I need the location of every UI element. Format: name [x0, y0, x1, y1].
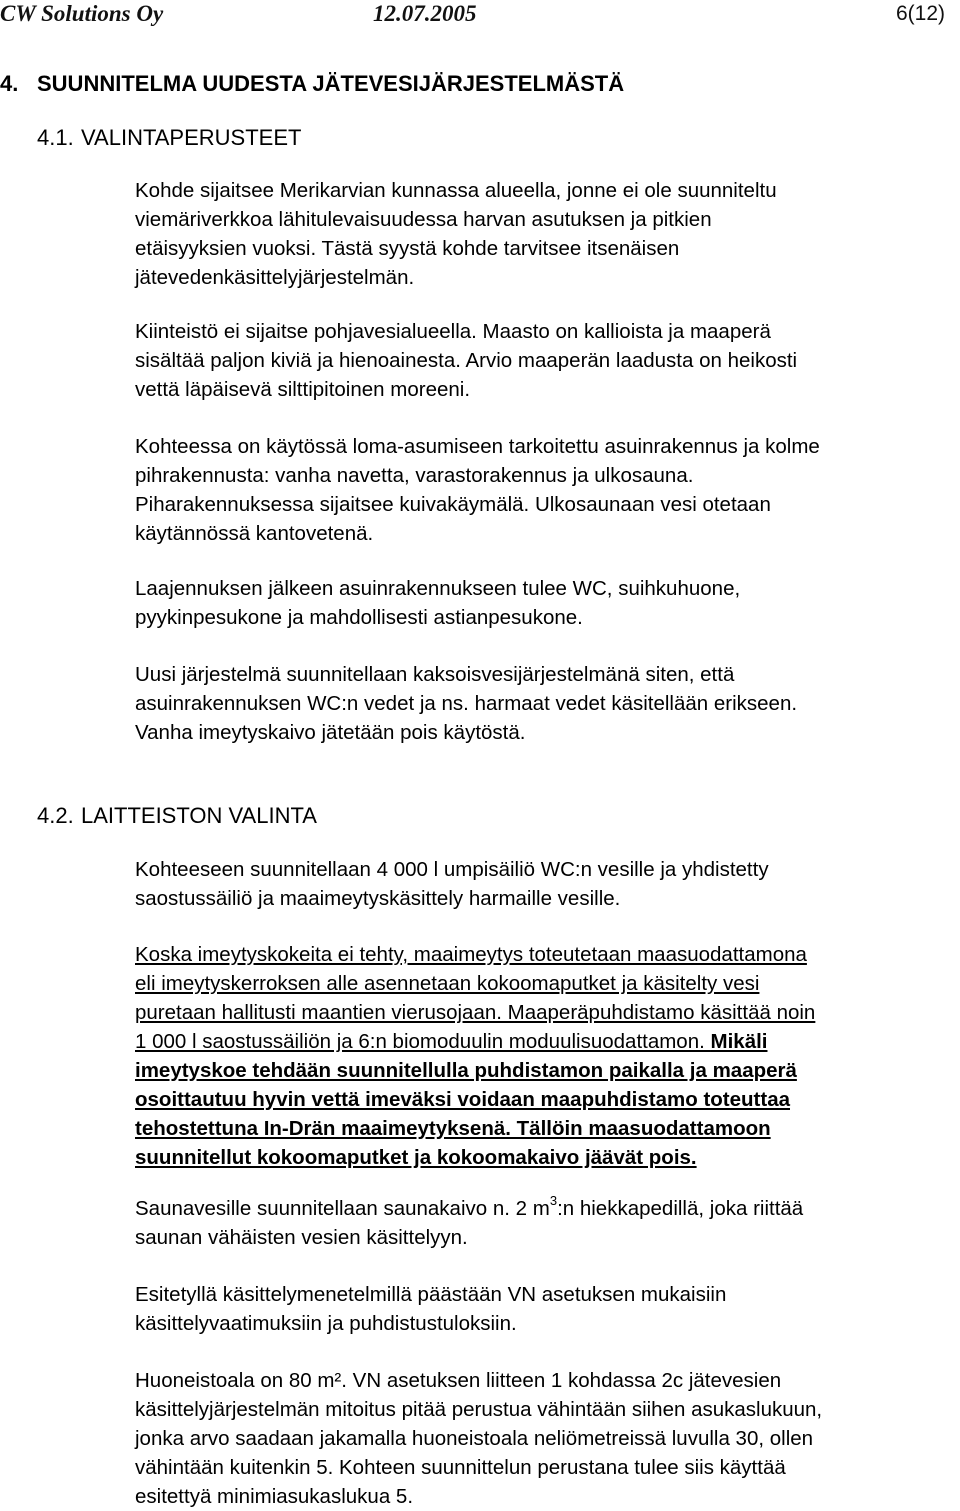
- text-line: sisältää paljon kiviä ja hienoainesta. Arvio maaperän laadusta on heikosti: [135, 349, 798, 372]
- text-line-bold: Mikäli: [710, 1030, 768, 1053]
- text-line: Esitetyllä käsittelymenetelmillä päästään VN asetuksen mukaisiin: [135, 1283, 727, 1306]
- text-line: etäisyyksien vuoksi. Tästä syystä kohde tarvitsee itsenäisen: [135, 237, 680, 260]
- section-4-2-number: 4.2.: [37, 803, 74, 828]
- section-4-1-title: VALINTAPERUSTEET: [81, 125, 302, 150]
- paragraph-buildings: [135, 432, 960, 548]
- text-line: Saunavesille suunnitellaan saunakaivo n. 2 m: [135, 1197, 550, 1220]
- text-line: jonka arvo saadaan jakamalla huoneistoala neliömetreissä luvulla 30, ollen: [135, 1427, 814, 1450]
- paragraph-expansion: [135, 574, 960, 632]
- text-line-bold: suunnitellut kokoomaputket ja kokoomakaivo jäävät pois.: [135, 1146, 697, 1169]
- text-line: Uusi järjestelmä suunnitellaan kaksoisvesijärjestelmänä siten, että: [135, 663, 735, 686]
- section-4-2-heading: [37, 802, 317, 830]
- text-line-bold: osoittautuu hyvin vettä imeväksi voidaan maapuhdistamo toteuttaa: [135, 1088, 790, 1111]
- text-line: käsittelyvaatimuksiin ja puhdistustuloksiin.: [135, 1312, 517, 1335]
- paragraph-new-system: [135, 660, 960, 747]
- header-page-number: 6(12): [896, 2, 946, 25]
- paragraph-requirements: [135, 1280, 960, 1338]
- text-line: saostussäiliö ja maaimeytyskäsittely harmaille vesille.: [135, 887, 621, 910]
- text-line: Kohteeseen suunnitellaan 4 000 l umpisäiliö WC:n vesille ja yhdistetty: [135, 858, 769, 881]
- section-4-number: 4.: [0, 71, 19, 96]
- text-line: eli imeytyskerroksen alle asennetaan kokoomaputket ja käsitelty vesi: [135, 972, 760, 995]
- superscript: 3: [549, 1193, 558, 1209]
- text-line-bold: imeytyskoe tehdään suunnitellulla puhdistamon paikalla ja maaperä: [135, 1059, 797, 1082]
- text-line: viemäriverkkoa lähitulevaisuudessa harvan asutuksen ja pitkien: [135, 208, 712, 231]
- text-line: :n hiekkapedillä, joka riittää: [557, 1197, 804, 1220]
- paragraph-location: [135, 176, 960, 292]
- text-line: esitettyä minimiasukaslukua 5.: [135, 1485, 414, 1508]
- paragraph-dimensioning: [135, 1366, 960, 1511]
- text-line: Vanha imeytyskaivo jätetään pois käytöstä.: [135, 721, 526, 744]
- text-line: pyykinpesukone ja mahdollisesti astianpesukone.: [135, 606, 583, 629]
- text-line: käytännössä kantovetenä.: [135, 522, 374, 545]
- paragraph-soil: [135, 317, 960, 404]
- header-company: CW Solutions Oy: [0, 1, 164, 26]
- section-4-2-title: LAITTEISTON VALINTA: [81, 803, 317, 828]
- paragraph-infiltration: [135, 940, 960, 1172]
- text-line: Kohteessa on käytössä loma-asumiseen tarkoitettu asuinrakennus ja kolme: [135, 435, 820, 458]
- text-line: 1 000 l saostussäiliön ja 6:n biomoduulin moduulisuodattamon.: [135, 1030, 711, 1053]
- section-4-title: SUUNNITELMA UUDESTA JÄTEVESIJÄRJESTELMÄSTÄ: [37, 71, 625, 96]
- paragraph-sauna: [135, 1194, 960, 1252]
- text-line-bold: tehostettuna In-Drän maaimeytyksenä. Tällöin maasuodattamoon: [135, 1117, 771, 1140]
- text-line: jätevedenkäsittelyjärjestelmän.: [135, 266, 415, 289]
- text-line: Kiinteistö ei sijaitse pohjavesialueella. Maasto on kallioista ja maaperä: [135, 320, 771, 343]
- text-line: Huoneistoala on 80 m². VN asetuksen liitteen 1 kohdassa 2c jätevesien: [135, 1369, 782, 1392]
- text-line: Kohde sijaitsee Merikarvian kunnassa alueella, jonne ei ole suunniteltu: [135, 179, 777, 202]
- text-line: Piharakennuksessa sijaitsee kuivakäymälä. Ulkosaunaan vesi otetaan: [135, 493, 771, 516]
- text-line: vettä läpäisevä silttipitoinen moreeni.: [135, 378, 471, 401]
- section-4-1-number: 4.1.: [37, 125, 74, 150]
- text-line: asuinrakennuksen WC:n vedet ja ns. harmaat vedet käsitellään erikseen.: [135, 692, 798, 715]
- text-line: saunan vähäisten vesien käsittelyyn.: [135, 1226, 468, 1249]
- section-4-1-heading: [37, 124, 301, 152]
- text-line: Laajennuksen jälkeen asuinrakennukseen tulee WC, suihkuhuone,: [135, 577, 741, 600]
- paragraph-equipment: [135, 855, 960, 913]
- text-line: pihrakennusta: vanha navetta, varastorakennus ja ulkosauna.: [135, 464, 694, 487]
- text-line: vähintään kuitenkin 5. Kohteen suunnittelun perustana tulee siis käyttää: [135, 1456, 786, 1479]
- text-line: puretaan hallitusti maantien vierusojaan. Maaperäpuhdistamo käsittää noin: [135, 1001, 816, 1024]
- text-line: käsittelyjärjestelmän mitoitus pitää perustua vähintään siihen asukaslukuun,: [135, 1398, 823, 1421]
- header-date: 12.07.2005: [373, 1, 477, 26]
- text-line: Koska imeytyskokeita ei tehty, maaimeytys toteutetaan maasuodattamona: [135, 943, 807, 966]
